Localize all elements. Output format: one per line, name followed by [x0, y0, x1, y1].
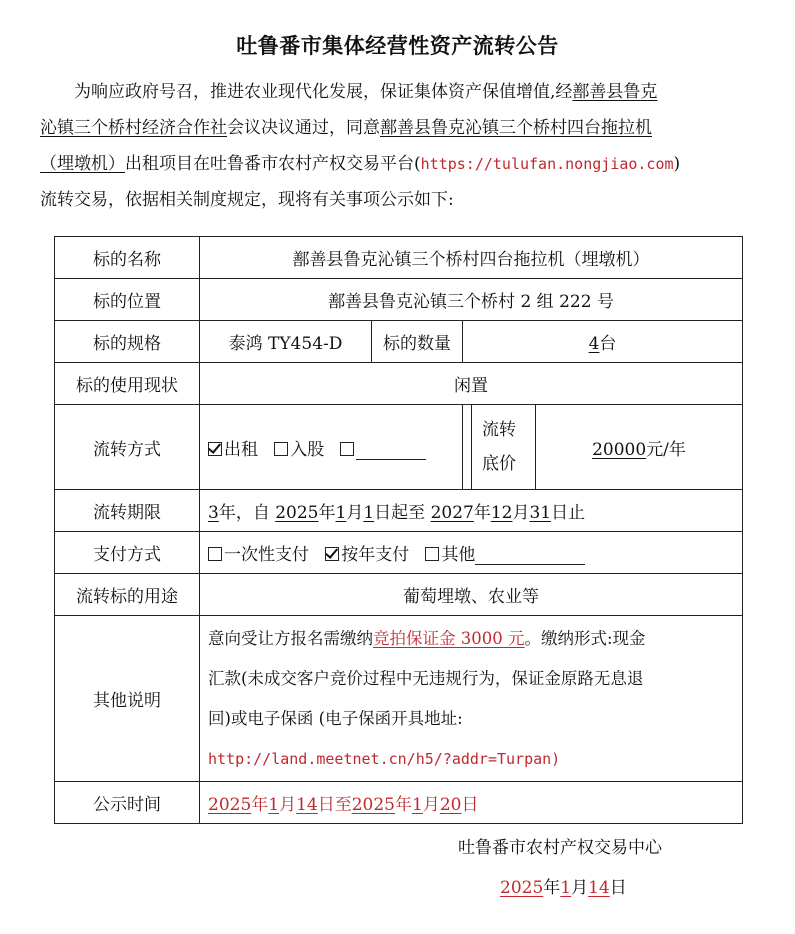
value-payment: 一次性支付 按年支付 其他 [200, 532, 743, 574]
issuer-name: 吐鲁番市农村产权交易中心 [458, 838, 662, 858]
intro-text: 为响应政府号召，推进农业现代化发展，保证集体资产保值增值,经 [74, 82, 573, 102]
value-location: 鄯善县鲁克沁镇三个桥村 2 组 222 号 [200, 279, 743, 321]
label-period: 流转期限 [55, 490, 200, 532]
pay-once-checkbox[interactable] [208, 547, 222, 561]
label-name: 标的名称 [55, 237, 200, 279]
label-notice-period: 公示时间 [55, 782, 200, 824]
value-notice-period: 2025年1月14日至2025年1月20日 [200, 782, 743, 824]
label-payment: 支付方式 [55, 532, 200, 574]
method-share-checkbox[interactable] [274, 442, 288, 456]
intro-text: 流转交易，依据相关制度规定，现将有关事项公示如下: [40, 190, 454, 210]
value-usage: 葡萄埋墩、农业等 [200, 574, 743, 616]
label-location: 标的位置 [55, 279, 200, 321]
method-other-checkbox[interactable] [340, 442, 354, 456]
notice-title: 吐鲁番市集体经营性资产流转公告 [236, 34, 559, 58]
issue-date: 2025年1月14日 [500, 878, 627, 898]
value-status: 闲置 [200, 363, 743, 405]
method-other-blank [356, 459, 426, 460]
deposit-amount: 竞拍保证金 3000 元 [373, 628, 525, 648]
label-spec: 标的规格 [55, 321, 200, 363]
value-spec: 泰鸿 TY454-D [200, 321, 372, 363]
item-name-cont: （埋墩机） [40, 154, 125, 174]
platform-link[interactable]: https://tulufan.nongjiao.com [420, 155, 674, 173]
label-quantity: 标的数量 [372, 321, 463, 363]
details-table [54, 236, 743, 824]
label-base-price: 流转 底价 [463, 405, 536, 489]
pay-yearly-checkbox[interactable] [325, 547, 339, 561]
pay-other-checkbox[interactable] [425, 547, 439, 561]
label-status: 标的使用现状 [55, 363, 200, 405]
item-name: 鄯善县鲁克沁镇三个桥村四台拖拉机 [380, 118, 652, 138]
label-other: 其他说明 [55, 616, 200, 782]
intro-text: 会议决议通过，同意 [227, 118, 380, 138]
value-method: 出租 入股 [200, 405, 463, 490]
pay-other-blank [475, 564, 585, 565]
value-name: 鄯善县鲁克沁镇三个桥村四台拖拉机（埋墩机） [200, 237, 743, 279]
guarantee-link[interactable]: http://land.meetnet.cn/h5/?addr=Turpan) [208, 749, 561, 768]
intro-paragraph [40, 74, 768, 218]
method-lease-checkbox[interactable] [208, 442, 222, 456]
cooperative-name-cont: 沁镇三个桥村经济合作社 [40, 118, 227, 138]
label-method: 流转方式 [55, 405, 200, 490]
label-usage: 流转标的用途 [55, 574, 200, 616]
value-quantity: 4台 [463, 321, 743, 363]
cooperative-name: 鄯善县鲁克 [572, 82, 658, 102]
value-base-price: 20000元/年 [592, 439, 686, 460]
intro-text: 出租项目在吐鲁番市农村产权交易平台( [125, 154, 421, 174]
intro-text: ) [673, 154, 681, 174]
value-other: 意向受让方报名需缴纳竞拍保证金 3000 元。缴纳形式:现金 汇款(未成交客户竞价过程中无违规行为，保证金原路无息退 回)或电子保函 (电子保函开具地址: http://land.meetnet.cn/h5/?addr=Turpan) [200, 616, 743, 782]
value-period: 3年，自 2025年1月1日起至 2027年12月31日止 [200, 490, 743, 532]
